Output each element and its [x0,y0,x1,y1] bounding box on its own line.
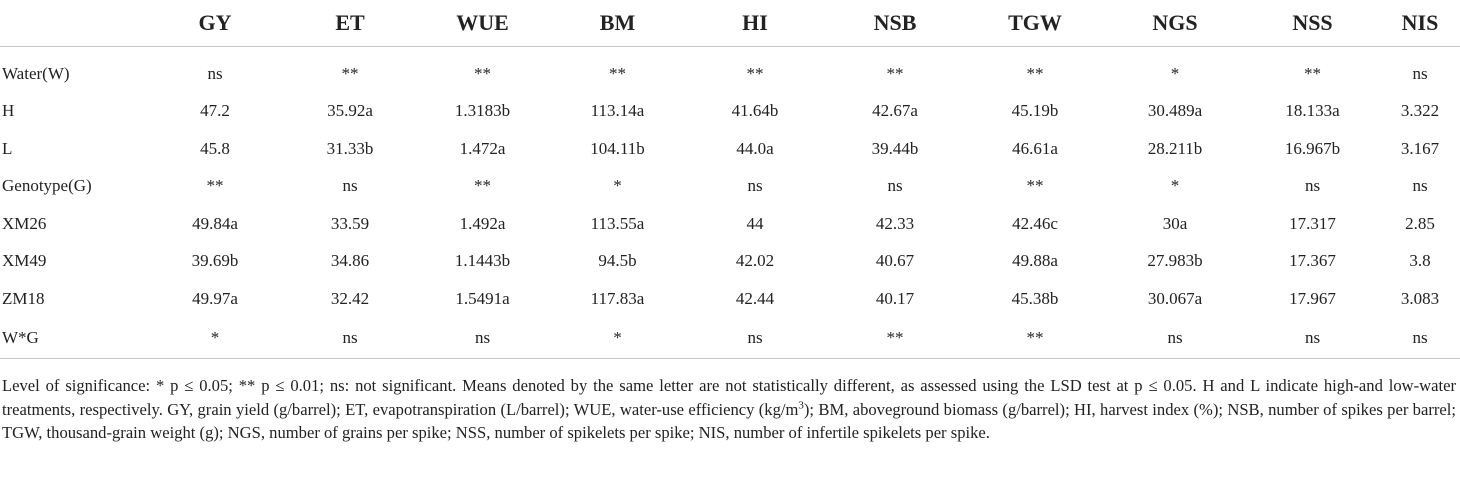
table-row [0,280,1460,318]
table-cell: ns [1105,318,1245,359]
table-cell: * [1170,63,1180,83]
table-cell: ** [746,63,764,83]
table-cell: 1.1443b [454,251,511,271]
table-cell: ns [342,176,358,196]
column-header-tgw: TGW [965,0,1105,47]
table-cell: 40.17 [875,288,915,308]
table-cell: ** [206,176,224,196]
table-cell: ** [1026,63,1044,83]
table-cell: 41.64b [731,101,779,121]
table-cell: 45.8 [200,138,230,158]
table-cell: 3.8 [1409,251,1431,271]
table-cell: 46.61a [1012,138,1058,158]
column-header-et: ET [285,0,415,47]
table-cell: 30.489a [1147,101,1203,121]
table-cell: 32.42 [330,288,370,308]
table-cell: 17.967 [1289,288,1336,308]
table-cell: 27.983b [1147,251,1203,271]
table-cell: ** [965,318,1105,359]
table-row [0,243,1460,281]
table-cell: 104.11b [590,138,645,158]
table-cell: 1.472a [459,138,506,158]
table-cell: ns [207,63,223,83]
table-cell: ns [685,318,825,359]
footnote-text-part1: Level of significance: * p ≤ 0.05; ** p ≤ 0.01; ns: not significant. Means denoted by the same letter are not statistically different, as assessed using the LSD test at p ≤ 0.05. H and L indicate high-and low-water treatments, respectively. GY, grain yield (g/barrel); ET, evapotranspiration (L/barrel); WUE, water-use efficiency (kg/m [2,376,1456,419]
table-cell: ns [285,318,415,359]
table-footnote [2,374,1456,445]
table-cell: 40.67 [875,251,915,271]
table-cell: 33.59 [330,213,370,233]
table-cell: 34.86 [330,251,370,271]
column-header-bm: BM [550,0,685,47]
table-cell: 17.317 [1289,213,1336,233]
table-cell: ** [609,63,626,83]
footnote-superscript: 3 [798,398,804,411]
table-row [0,93,1460,131]
table-cell: ns [887,176,903,196]
row-label: XM26 [2,213,47,233]
table-cell: 30a [1162,213,1188,233]
row-label: H [2,101,15,121]
table-cell: 3.322 [1400,101,1440,121]
table-cell: 117.83a [590,288,645,308]
row-label: XM49 [2,251,47,271]
table-cell: 39.44b [871,138,919,158]
footnote-text-part2: ); BM, aboveground biomass (g/barrel); HI, harvest index (%); NSB, number of spikes per barrel; TGW, thousand-grain weight (g); NGS, number of grains per spike; NSS, number of spikelets per spike; NIS, number of infertile spikelets per spike. [2,399,1456,442]
table-row [0,130,1460,168]
column-header-hi: HI [685,0,825,47]
row-label: L [2,138,13,158]
table-cell: ns [415,318,550,359]
table-cell: ns [1380,318,1460,359]
table-cell: 49.88a [1012,251,1058,271]
table-cell: 2.85 [1405,213,1435,233]
column-header-wue: WUE [415,0,550,47]
table-cell: ns [1412,176,1428,196]
table-cell: 113.55a [590,213,645,233]
table-row [0,205,1460,243]
table-cell: ** [825,318,965,359]
table-cell: 49.84a [192,213,238,233]
table-cell: 42.02 [735,251,775,271]
row-label: W*G [0,318,145,359]
column-header-nss: NSS [1245,0,1380,47]
table-cell: ** [1304,63,1321,83]
table-header-row [0,0,1460,47]
table-cell: ** [341,63,359,83]
table-cell: * [145,318,285,359]
table-cell: 17.367 [1289,251,1336,271]
table-cell: 1.492a [459,213,506,233]
table-cell: 44.0a [736,138,774,158]
column-header-ngs: NGS [1105,0,1245,47]
table-cell: 42.44 [735,288,775,308]
row-label: Water(W) [2,63,70,83]
table-cell: ns [1245,318,1380,359]
table-cell: 31.33b [326,138,374,158]
table-cell: ** [474,63,491,83]
table-cell: 47.2 [200,101,230,121]
table-cell: 113.14a [590,101,645,121]
table-cell: 44 [746,213,764,233]
table-row [0,168,1460,206]
table-cell: 3.167 [1400,138,1440,158]
table-row [0,47,1460,93]
table-cell: 49.97a [192,288,238,308]
table-cell: 42.46c [1012,213,1058,233]
row-label: ZM18 [2,288,45,308]
table-cell: 42.67a [872,101,918,121]
table-cell: 45.38b [1011,288,1059,308]
table-cell: 1.3183b [454,101,511,121]
table-cell: 30.067a [1147,288,1203,308]
table-body [0,47,1460,359]
table-cell: ns [747,176,763,196]
column-header-nis: NIS [1380,0,1460,47]
table-cell: 94.5b [598,251,637,271]
header-cell-blank [0,0,145,47]
table-cell: * [613,176,622,196]
table-cell: 28.211b [1147,138,1203,158]
row-label: Genotype(G) [2,176,92,196]
table-cell: ** [1026,176,1044,196]
table-cell: 16.967b [1284,138,1341,158]
table-cell: 42.33 [875,213,915,233]
table-cell: 39.69b [191,251,239,271]
table-cell: * [1170,176,1180,196]
table-cell: ns [1412,63,1428,83]
table-cell: ns [1304,176,1321,196]
table-cell: 1.5491a [455,288,510,308]
table-cell: * [550,318,685,359]
table-cell: 35.92a [327,101,373,121]
table-cell: 3.083 [1400,288,1440,308]
table-cell: 45.19b [1011,101,1059,121]
table-cell: ** [886,63,904,83]
column-header-gy: GY [145,0,285,47]
table-cell: ** [474,176,491,196]
table-cell: 18.133a [1285,101,1340,121]
column-header-nsb: NSB [825,0,965,47]
table-row [0,318,1460,359]
